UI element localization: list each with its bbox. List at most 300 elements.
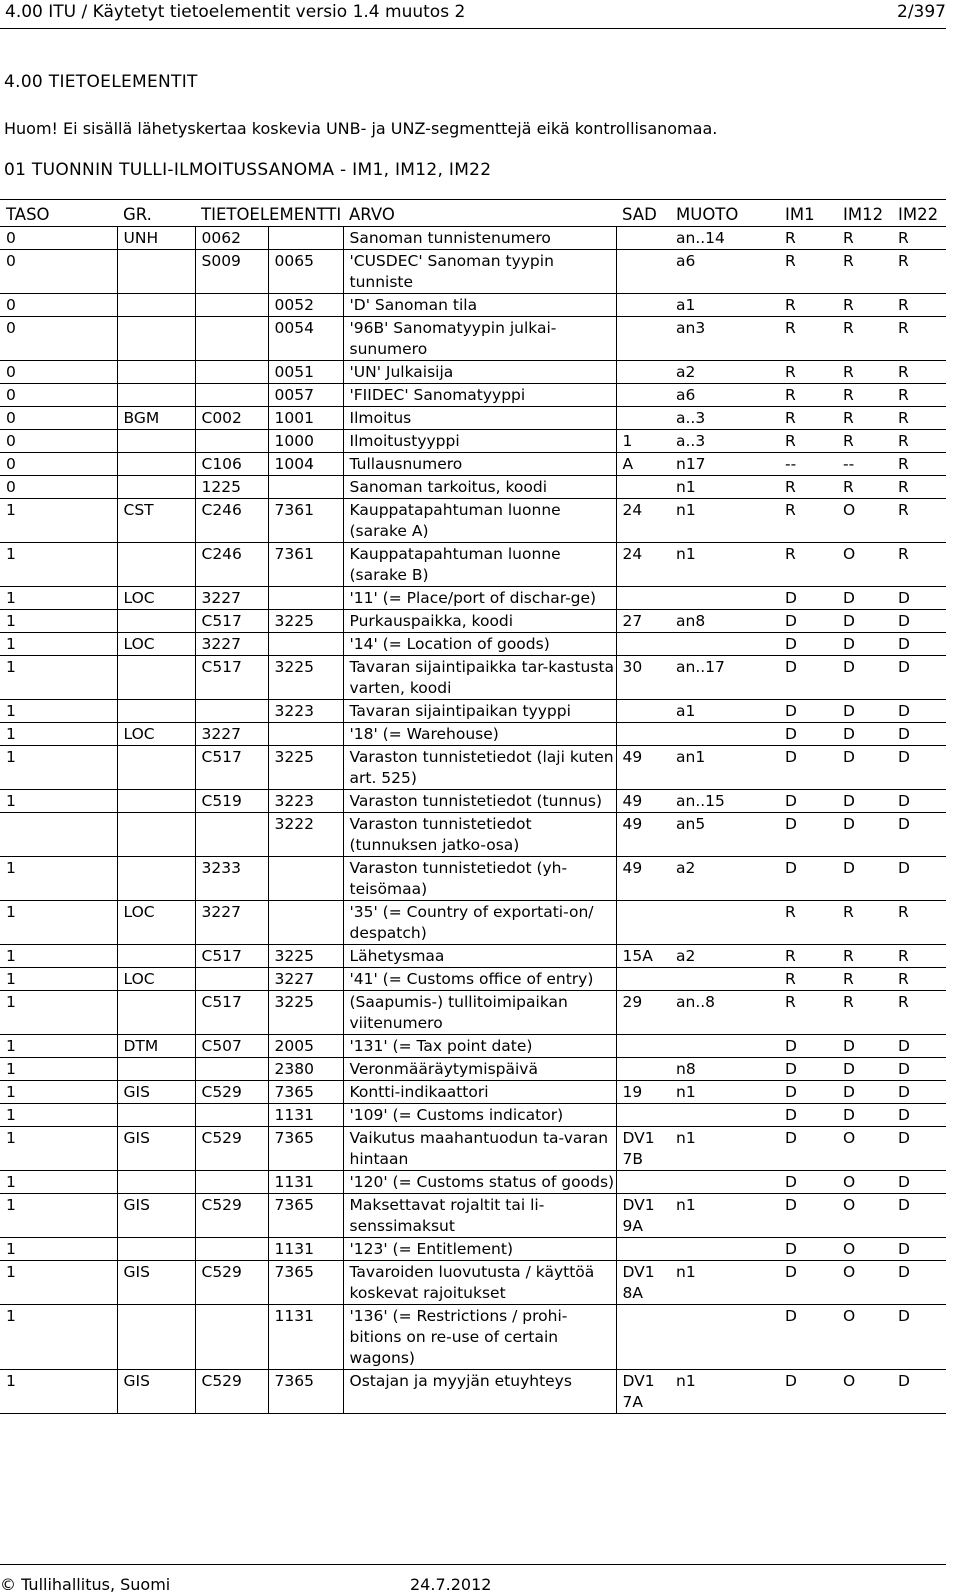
table-cell: Varaston tunnistetiedot (tunnuksen jatko-osa) [343,813,616,857]
table-cell: a..3 [676,432,706,450]
table-cell [195,1104,268,1127]
footer-publisher: © Tullihallitus, Suomi [0,1575,171,1594]
table-cell [117,430,195,453]
table-cell: O [843,1129,856,1147]
table-cell: 7365 [268,1370,343,1414]
table-cell: R [898,432,909,450]
table-cell: 1 [0,991,117,1035]
table-cell: an..15 [676,792,725,810]
table-cell: R [898,993,909,1011]
table-cell: n1 [676,1196,696,1214]
table-cell: D [843,1083,855,1101]
table-cell: an1 [676,748,706,766]
table-cell: D [898,1173,910,1191]
table-cell: Sanoman tarkoitus, koodi [343,476,616,499]
table-cell [616,1035,670,1058]
table-row [0,790,946,813]
table-cell: R [843,993,854,1011]
table-cell: C246 [195,499,268,543]
table-cell: Varaston tunnistetiedot (yh-teisömaa) [343,857,616,901]
table-cell: 0 [0,430,117,453]
table-row [0,1171,946,1194]
table-cell: a1 [676,702,696,720]
table-cell: D [785,1129,797,1147]
table-cell [117,813,195,857]
table-cell [117,857,195,901]
table-cell: 'FIIDEC' Sanomatyyppi [343,384,616,407]
table-cell: 1 [0,857,117,901]
table-cell: a2 [676,363,696,381]
table-cell: D [785,1263,797,1281]
table-cell: Kontti-indikaattori [343,1081,616,1104]
table-row [0,1081,946,1104]
table-row [0,656,946,700]
table-row [0,499,946,543]
table-cell: 2380 [268,1058,343,1081]
table-cell [195,968,268,991]
table-cell [195,813,268,857]
table-cell: R [843,409,854,427]
page-number: 2/397 [897,2,946,22]
table-cell: DV1 8A [622,1263,655,1302]
table-cell: D [785,1037,797,1055]
table-cell: 1 [0,1305,117,1370]
table-cell: R [898,545,909,563]
table-cell: D [785,1173,797,1191]
table-cell: D [843,815,855,833]
table-cell: C529 [195,1370,268,1414]
table-cell: Varaston tunnistetiedot (tunnus) [343,790,616,813]
table-cell: R [843,947,854,965]
table-cell: 19 [622,1083,643,1101]
table-cell: 3223 [268,700,343,723]
table-cell: Purkauspaikka, koodi [343,610,616,633]
table-cell: R [785,993,796,1011]
table-cell [117,746,195,790]
table-cell [670,968,779,991]
table-cell [616,723,670,746]
table-cell [268,901,343,945]
table-cell: n1 [676,1372,696,1390]
table-cell: 1225 [195,476,268,499]
table-cell [117,790,195,813]
table-cell: BGM [117,407,195,430]
table-cell: D [898,589,910,607]
note-text: Huom! Ei sisällä lähetyskertaa koskevia UNB- ja UNZ-segmenttejä eikä kontrollisanomaa. [4,119,718,138]
table-cell: 1 [0,1081,117,1104]
table-cell: 1004 [268,453,343,476]
table-row [0,430,946,453]
table-cell: Tavaroiden luovutusta / käyttöä koskevat rajoitukset [343,1261,616,1305]
table-cell: Ostajan ja myyjän etuyhteys [343,1370,616,1414]
table-row [0,227,946,250]
table-cell: 30 [622,658,643,676]
table-cell [616,1238,670,1261]
table-cell: R [785,545,796,563]
table-cell: C246 [195,543,268,587]
table-cell: '11' (= Place/port of dischar-ge) [343,587,616,610]
table-cell: '14' (= Location of goods) [343,633,616,656]
table-cell: Kauppatapahtuman luonne (sarake A) [343,499,616,543]
table-cell: 7361 [268,499,343,543]
table-cell: n17 [676,455,706,473]
table-cell: D [843,1106,855,1124]
table-cell: 3222 [268,813,343,857]
table-cell [616,1171,670,1194]
table-row [0,991,946,1035]
table-cell: GIS [117,1127,195,1171]
table-cell [195,1238,268,1261]
table-cell: '136' (= Restrictions / prohi-bitions on re-use of certain wagons) [343,1305,616,1370]
table-cell: D [785,1060,797,1078]
table-cell: Tullausnumero [343,453,616,476]
table-cell: an..17 [676,658,725,676]
table-cell: Tavaran sijaintipaikan tyyppi [343,700,616,723]
table-row [0,317,946,361]
table-cell: CST [117,499,195,543]
table-cell: C106 [195,453,268,476]
table-cell: LOC [117,723,195,746]
table-cell: O [843,1307,856,1325]
table-cell: 49 [622,815,643,833]
table-cell: 1 [0,790,117,813]
table-cell: R [785,319,796,337]
table-row [0,1238,946,1261]
table-cell: 24 [622,501,643,519]
table-cell: 3227 [268,968,343,991]
table-cell: 1131 [268,1305,343,1370]
table-cell: 1 [0,543,117,587]
table-cell: D [843,725,855,743]
table-cell: DV1 9A [622,1196,655,1235]
table-cell [616,361,670,384]
table-cell: '131' (= Tax point date) [343,1035,616,1058]
table-cell: Kauppatapahtuman luonne (sarake B) [343,543,616,587]
table-cell [0,813,117,857]
table-cell: D [843,612,855,630]
col-header-im12: IM12 [843,205,884,224]
col-header-gr: GR. [123,205,152,224]
table-cell: a6 [676,386,696,404]
table-cell: D [898,1240,910,1258]
table-cell: '123' (= Entitlement) [343,1238,616,1261]
col-header-taso: TASO [6,205,50,224]
table-cell: 1 [0,945,117,968]
table-cell: C517 [195,991,268,1035]
table-row [0,250,946,294]
table-cell: D [785,748,797,766]
table-cell: R [785,501,796,519]
table-cell: O [843,1173,856,1191]
table-cell: an..8 [676,993,716,1011]
table-cell: Ilmoitus [343,407,616,430]
table-row [0,361,946,384]
table-cell: D [898,1372,910,1390]
table-cell: 1 [0,723,117,746]
table-row [0,857,946,901]
table-cell [117,700,195,723]
table-cell: '41' (= Customs office of entry) [343,968,616,991]
table-cell: 3225 [268,656,343,700]
table-cell [117,945,195,968]
table-cell: D [785,859,797,877]
table-cell: D [898,1263,910,1281]
table-cell [616,250,670,294]
table-cell: R [785,229,796,247]
table-cell: O [843,545,856,563]
table-cell: R [898,501,909,519]
table-row [0,294,946,317]
table-cell: A [622,455,634,473]
table-cell: D [785,658,797,676]
table-cell [670,633,779,656]
table-cell: 1 [0,968,117,991]
table-cell: 1131 [268,1171,343,1194]
table-cell: '120' (= Customs status of goods) [343,1171,616,1194]
table-cell: GIS [117,1081,195,1104]
table-cell [195,361,268,384]
table-cell: 0051 [268,361,343,384]
table-cell [195,294,268,317]
table-cell: 1 [0,700,117,723]
table-cell: 1 [0,1238,117,1261]
table-row [0,723,946,746]
table-cell: a2 [676,947,696,965]
table-cell: n1 [676,501,696,519]
table-cell: 1131 [268,1238,343,1261]
table-cell: D [843,792,855,810]
table-cell: R [843,903,854,921]
table-cell: 49 [622,859,643,877]
table-cell: D [898,1106,910,1124]
table-cell: 0 [0,384,117,407]
table-cell: 7365 [268,1261,343,1305]
table-cell: 1 [0,746,117,790]
table-cell [117,384,195,407]
table-cell: 1 [0,1370,117,1414]
table-cell: C529 [195,1194,268,1238]
table-cell: 1131 [268,1104,343,1127]
table-cell: 1 [0,1104,117,1127]
table-cell: C529 [195,1127,268,1171]
table-cell [616,317,670,361]
table-cell: 1000 [268,430,343,453]
table-cell: DV1 7A [622,1372,655,1411]
table-cell: -- [843,455,855,473]
table-row [0,587,946,610]
table-cell: R [843,296,854,314]
table-cell [268,633,343,656]
table-row [0,1058,946,1081]
col-header-im22: IM22 [898,205,939,224]
table-cell: D [898,1060,910,1078]
table-cell: D [898,612,910,630]
table-cell: a6 [676,252,696,270]
table-cell: R [843,478,854,496]
table-cell: C517 [195,656,268,700]
table-cell: 1 [0,1127,117,1171]
table-cell: R [898,296,909,314]
table-cell [268,723,343,746]
data-element-table [0,199,946,1414]
table-cell: '96B' Sanomatyypin julkai-sunumero [343,317,616,361]
table-cell: R [843,252,854,270]
table-cell: R [843,386,854,404]
table-cell [670,587,779,610]
table-cell: 1 [0,1035,117,1058]
table-cell: R [898,386,909,404]
table-cell: 27 [622,612,643,630]
table-cell: a2 [676,859,696,877]
table-cell: 29 [622,993,643,1011]
table-cell: C517 [195,945,268,968]
table-cell: 3225 [268,746,343,790]
table-cell [117,610,195,633]
table-cell: 1 [0,1194,117,1238]
table-cell: LOC [117,968,195,991]
table-cell: 'UN' Julkaisija [343,361,616,384]
table-cell: 3233 [195,857,268,901]
table-cell [616,968,670,991]
table-cell: D [785,1106,797,1124]
table-row [0,453,946,476]
table-cell [117,453,195,476]
table-row [0,968,946,991]
table-row [0,1104,946,1127]
table-row [0,407,946,430]
table-cell: D [898,635,910,653]
table-cell [117,250,195,294]
table-cell: 1 [0,587,117,610]
table-row [0,1305,946,1370]
table-cell: 0 [0,476,117,499]
table-cell: R [898,903,909,921]
table-cell: R [843,363,854,381]
table-cell: R [898,970,909,988]
col-header-tietoelementti: TIETOELEMENTTI [201,205,342,224]
subsection-title: 01 TUONNIN TULLI-ILMOITUSSANOMA - IM1, IM12, IM22 [4,160,492,180]
table-cell [616,633,670,656]
table-cell: D [843,589,855,607]
table-cell [117,1305,195,1370]
table-cell: D [785,1196,797,1214]
table-cell [117,1058,195,1081]
table-cell: Sanoman tunnistenumero [343,227,616,250]
table-cell: D [898,1037,910,1055]
table-cell: (Saapumis-) tullitoimipaikan viitenumero [343,991,616,1035]
table-cell: an8 [676,612,706,630]
table-cell [616,294,670,317]
table-cell: O [843,1240,856,1258]
table-cell: D [898,725,910,743]
table-cell: R [898,252,909,270]
table-cell: an3 [676,319,706,337]
table-cell: C519 [195,790,268,813]
table-cell: R [898,229,909,247]
table-cell: C529 [195,1081,268,1104]
table-cell: 49 [622,748,643,766]
table-cell [616,1058,670,1081]
table-cell: R [843,229,854,247]
table-cell [117,1171,195,1194]
table-cell: a..3 [676,409,706,427]
table-cell: C507 [195,1035,268,1058]
table-cell: GIS [117,1370,195,1414]
table-cell [195,1305,268,1370]
table-cell: 3227 [195,723,268,746]
table-cell: D [898,702,910,720]
table-cell: D [843,1037,855,1055]
table-cell: '35' (= Country of exportati-on/ despatch) [343,901,616,945]
table-cell [117,476,195,499]
table-header-row [0,200,946,227]
table-cell: D [785,815,797,833]
table-cell [616,227,670,250]
table-cell: 0062 [195,227,268,250]
table-cell: R [898,363,909,381]
table-cell [195,430,268,453]
table-cell: GIS [117,1261,195,1305]
table-cell: O [843,501,856,519]
table-cell: 0 [0,250,117,294]
table-cell [670,1035,779,1058]
table-cell [670,1305,779,1370]
table-cell: D [785,635,797,653]
table-body [0,227,946,1414]
table-cell: R [785,363,796,381]
table-cell: R [785,252,796,270]
table-cell [616,407,670,430]
table-cell: n1 [676,1083,696,1101]
table-cell: R [843,970,854,988]
table-cell: D [785,1372,797,1390]
table-cell [117,543,195,587]
table-cell: 1 [0,1261,117,1305]
table-cell: Maksettavat rojaltit tai li-senssimaksut [343,1194,616,1238]
table-row [0,1127,946,1171]
table-cell: D [843,748,855,766]
table-cell: 3227 [195,587,268,610]
table-cell: D [898,815,910,833]
table-cell: Ilmoitustyyppi [343,430,616,453]
table-cell: 0 [0,227,117,250]
table-row [0,901,946,945]
table-cell: 7365 [268,1194,343,1238]
table-cell: 15A [622,947,653,965]
table-cell: n1 [676,1263,696,1281]
page-header [0,2,946,29]
table-cell: n8 [676,1060,696,1078]
table-cell: 2005 [268,1035,343,1058]
table-cell: R [785,296,796,314]
table-cell [195,700,268,723]
document-title: 4.00 ITU / Käytetyt tietoelementit versio 1.4 muutos 2 [5,2,466,22]
table-cell [268,476,343,499]
table-cell [117,991,195,1035]
table-cell: D [843,635,855,653]
table-cell: D [843,1060,855,1078]
table-cell: R [785,432,796,450]
table-cell [117,317,195,361]
table-cell: R [785,970,796,988]
table-cell: LOC [117,587,195,610]
table-cell [117,1104,195,1127]
table-cell: D [898,792,910,810]
table-cell: 'CUSDEC' Sanoman tyypin tunniste [343,250,616,294]
table-cell: R [843,432,854,450]
col-header-im1: IM1 [785,205,815,224]
table-cell [670,723,779,746]
